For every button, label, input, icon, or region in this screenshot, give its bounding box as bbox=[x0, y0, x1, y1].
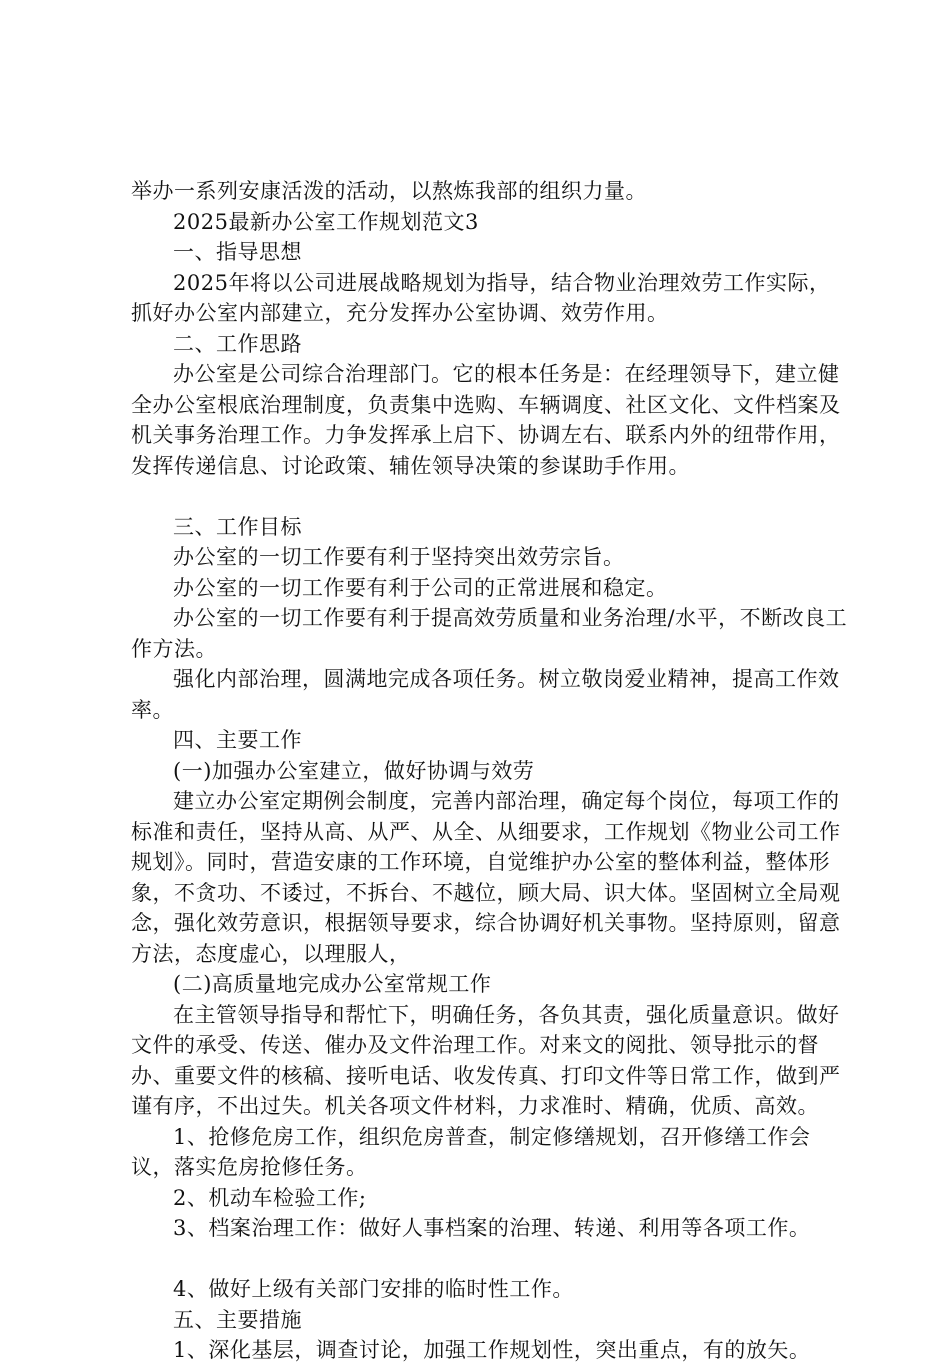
list-item-2: 2、机动车检验工作; bbox=[173, 1185, 367, 1210]
paragraph-work-approach: 办公室是公司综合治理部门。它的根本任务是：在经理领导下，建立健全办公室根底治理制度，负责集中选购、车辆调度、社区文化、文件档案及机关事务治理工作。力争发挥承上启下、协调左右、联系内外的纽带作用，发挥传递信息、讨论政策、辅佐领导决策的参谋助手作用。 bbox=[131, 362, 841, 478]
section-heading-main-work: 四、主要工作 bbox=[173, 728, 302, 752]
subheading-office-building: (一)加强办公室建立，做好协调与效劳 bbox=[173, 758, 535, 783]
document-title: 2025最新办公室工作规划范文3 bbox=[173, 209, 479, 234]
paragraph-goal-4: 强化内部治理，圆满地完成各项任务。树立敬岗爱业精神，提高工作效率。 bbox=[131, 667, 840, 722]
list-item-4: 4、做好上级有关部门安排的临时性工作。 bbox=[173, 1277, 574, 1301]
paragraph-office-building: 建立办公室定期例会制度，完善内部治理，确定每个岗位，每项工作的标准和责任，坚持从高、从严、从全、从细要求，工作规划《物业公司工作规划》。同时，营造安康的工作环境，自觉维护办公室的整体利益，整体形象，不贪功、不诿过，不拆台、不越位，顾大局、识大体。坚固树立全局观念，强化效劳意识，根据领导要求，综合协调好机关事物。坚持原则，留意方法，态度虚心，以理服人， bbox=[131, 789, 841, 966]
paragraph-goal-2: 办公室的一切工作要有利于公司的正常进展和稳定。 bbox=[173, 575, 668, 600]
section-heading-guiding-ideology: 一、指导思想 bbox=[173, 240, 302, 264]
list-item-3: 3、档案治理工作：做好人事档案的治理、转递、利用等各项工作。 bbox=[173, 1216, 811, 1240]
paragraph-goal-3: 办公室的一切工作要有利于提高效劳质量和业务治理/水平，不断改良工作方法。 bbox=[131, 606, 848, 661]
paragraph-goal-1: 办公室的一切工作要有利于坚持突出效劳宗旨。 bbox=[173, 545, 625, 569]
section-heading-work-goals: 三、工作目标 bbox=[173, 514, 302, 539]
section-heading-main-measures: 五、主要措施 bbox=[173, 1307, 302, 1332]
list-item-1: 1、抢修危房工作，组织危房普查，制定修缮规划，召开修缮工作会议，落实危房抢修任务。 bbox=[131, 1124, 811, 1179]
paragraph-intro-tail: 举办一系列安康活泼的活动，以熬炼我部的组织力量。 bbox=[131, 179, 647, 203]
paragraph-measure-1: 1、深化基层，调查讨论，加强工作规划性，突出重点，有的放矢。 bbox=[173, 1338, 811, 1362]
document-body bbox=[131, 176, 851, 1366]
section-heading-work-approach: 二、工作思路 bbox=[173, 331, 302, 356]
paragraph-guiding-ideology: 2025年将以公司进展战略规划为指导，结合物业治理效劳工作实际，抓好办公室内部建立，充分发挥办公室协调、效劳作用。 bbox=[131, 270, 831, 325]
paragraph-spacer bbox=[131, 481, 851, 512]
paragraph-routine-work: 在主管领导指导和帮忙下，明确任务，各负其责，强化质量意识。做好文件的承受、传送、催办及文件治理工作。对来文的阅批、领导批示的督办、重要文件的核稿、接听电话、收发传真、打印文件等日常工作，做到严谨有序，不出过失。机关各项文件材料，力求准时、精确，优质、高效。 bbox=[131, 1002, 841, 1118]
paragraph-spacer bbox=[131, 1244, 851, 1275]
subheading-routine-work: (二)高质量地完成办公室常规工作 bbox=[173, 972, 492, 996]
